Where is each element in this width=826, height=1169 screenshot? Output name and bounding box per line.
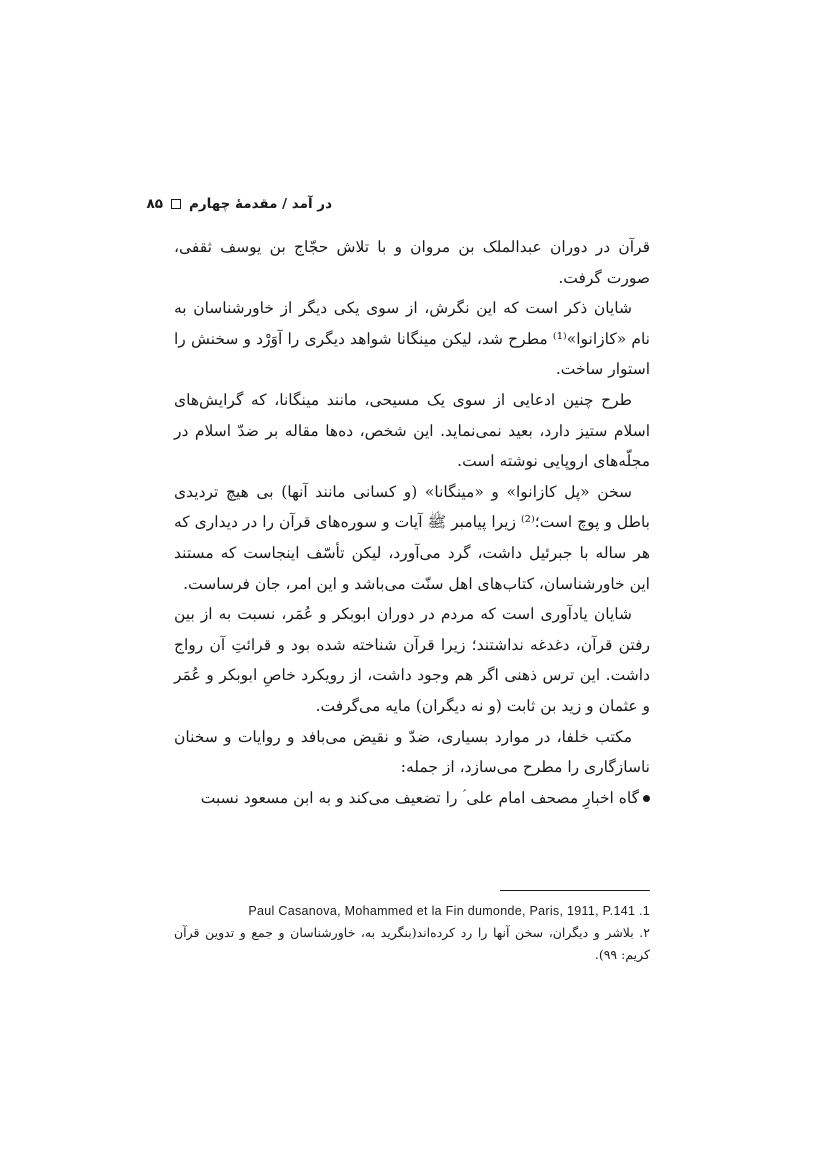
- paragraph: قرآن در دوران عبدالملک بن مروان و با تلاش حجّاج بن یوسف ثقفی، صورت گرفت.: [174, 238, 650, 287]
- footnote-1: Paul Casanova, Mohammed et la Fin dumonde, Paris, 1911, P.141 .1: [248, 904, 650, 918]
- paragraph: سخن «پل کازانوا» و «مینگانا» (و کسانی مانند آنها) بی هیچ تردیدی باطل و پوچ است؛⁽²⁾ زیرا پیامبر ﷺ آیات و سوره‌های قرآن را در دیداری که هر ساله با جبرئیل داشت، گرد می‌آورد، لیکن تأسّف اینجاست که مستند این خاورشناسان، کتاب‌های اهل سنّت می‌باشد و این امر، جان فرساست.: [174, 482, 650, 593]
- page-number: ۸۵: [146, 196, 163, 212]
- main-text: [174, 232, 650, 813]
- bullet-text: گاه اخبارِ مصحف امام علی ؑ را تضعیف می‌کند و به ابن مسعود نسبت: [200, 788, 639, 807]
- paragraph: شایان ذکر است که این نگرش، از سوی یکی دیگر از خاورشناسان به نام «کازانوا»⁽¹⁾ مطرح شد، لیکن مینگانا شواهد دیگری را آوَرْد و سخنش را استوار ساخت.: [174, 299, 650, 379]
- footnotes: [174, 900, 650, 966]
- paragraph: شایان یادآوری است که مردم در دوران ابوبکر و عُمَر، نسبت به از بین رفتن قرآن، دغدغه نداشتند؛ زیرا قرآن شناخته شده بود و قرائتِ آن رواج داشت. این ترس ذهنی اگر هم وجود داشت، از رویکرد خاصِ ابوبکر و عُمَر و عثمان و زید بن ثابت (و نه دیگران) مایه می‌گرفت.: [174, 605, 650, 715]
- running-header: [147, 196, 333, 212]
- bullet-icon: [643, 795, 650, 802]
- paragraph: طرح چنین ادعایی از سوی یک مسیحی، مانند مینگانا، که گرایش‌های اسلام ستیز دارد، بعید نمی‌نماید. این شخص، ده‌ها مقاله بر ضدّ اسلام در مجلّه‌های اروپایی نوشته است.: [174, 390, 650, 471]
- paragraph: مکتب خلفا، در موارد بسیاری، ضدّ و نقیض می‌بافد و روایات و سخنان ناسازگاری را مطرح می‌سازد، از جمله:: [174, 727, 650, 777]
- header-title: در آمد / مقدمهٔ چهارم: [188, 196, 332, 212]
- footnote-2: ۲. بلاشر و دیگران، سخن آنها را رد کرده‌اند(بنگرید به، خاورشناسان و جمع و تدوین قرآن کریم: ۹۹).: [174, 925, 650, 962]
- bullet-item: [174, 783, 650, 814]
- square-icon: [171, 199, 181, 209]
- footnote-divider: [500, 890, 650, 891]
